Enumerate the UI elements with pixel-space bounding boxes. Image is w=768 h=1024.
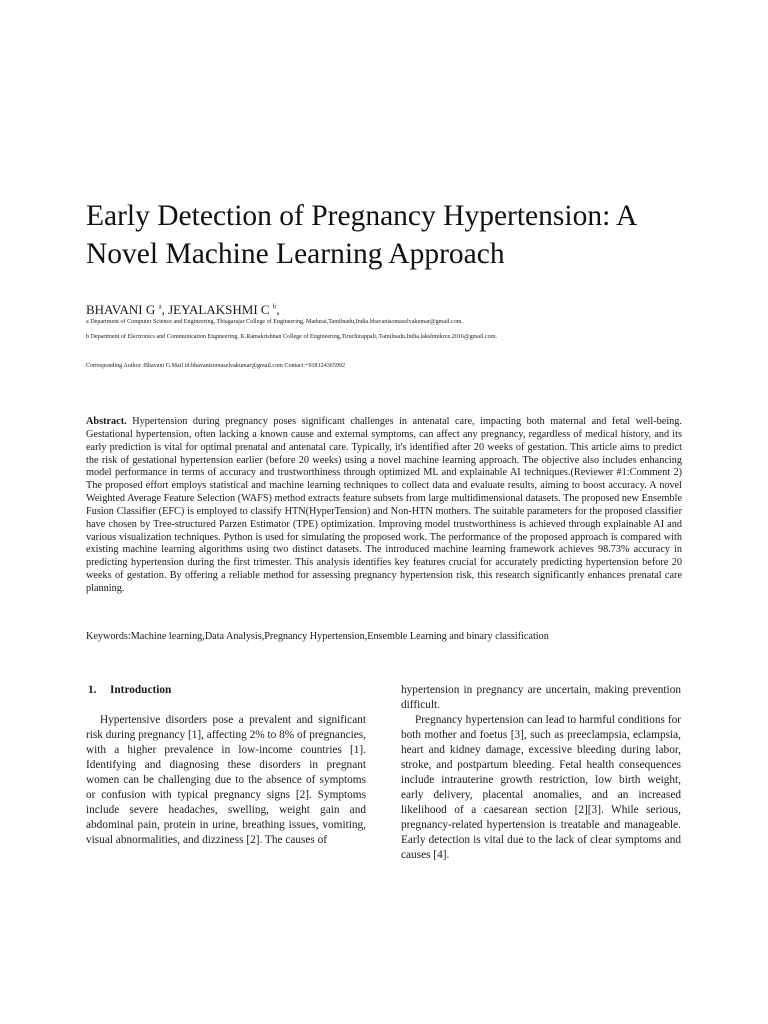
corresponding-author: Corresponding Author :Bhavani G Mail id:bhavanisomaselvakumar@gmail.com Contact:+918124365992 [86,363,346,369]
paper-title: Early Detection of Pregnancy Hypertension: A Novel Machine Learning Approach [86,200,636,270]
abstract-label: Abstract. [86,416,127,427]
author-name: BHAVANI G [86,302,156,317]
abstract [86,416,682,596]
affiliation-marker: a [158,302,162,311]
intro-paragraph-1: Hypertensive disorders pose a prevalent and significant risk during pregnancy [1], affecting 2% to 8% of pregnancies, with a higher prevalence in low-income countries [1]. Identifying and diagnosing these disorders in pregnant women can be challenging due to the absence of symptoms or confusion with typical pregnancy signs [2]. Symptoms include severe headaches, swelling, weight gain and abdominal pain, protein in urine, breathing issues, vomiting, visual abnormalities, and dizziness [2]. The causes of [86,714,366,846]
abstract-text: Hypertension during pregnancy poses significant challenges in antenatal care, impacting both maternal and fetal well-being. Gestational hypertension, often lacking a known cause and external symptoms, can affect any pregnancy, regardless of medical history, and its early prediction is vital for optimal prenatal and antenatal care. Typically, it's identified after 20 weeks of gestation. This article aims to predict the risk of gestational hypertension earlier (before 20 weeks) using a novel machine learning approach. The objective also includes enhancing model performance in terms of accuracy and trustworthiness through optimized ML and explainable AI techniques.(Reviewer #1:Comment 2) The proposed effort employs statistical and machine learning techniques to collect data and evaluate results, aiming to boost accuracy. A novel Weighted Average Feature Selection (WAFS) method extracts feature subsets from large multidimensional datasets. The proposed new Ensemble Fusion Classifier (EFC) is employed to classify HTN(HyperTension) and Non-HTN mothers. The suitable parameters for the proposed classifier have chosen by Tree-structured Parzen Estimator (TPE) optimization. Improving model trustworthiness is achieved through explainable AI and various visualization techniques. Python is used for simulating the proposed work. The performance of the proposed approach is compared with existing machine learning algorithms using two distinct datasets. The introduced machine learning framework achieves 98.73% accuracy in predicting hypertension during the first trimester. This analysis identifies key features crucial for accurately predicting hypertension before 20 weeks of gestation. By offering a reliable method for assessing pregnancy hypertension risk, this research significantly enhances prenatal care planning. [86,416,682,594]
author-name: JEYALAKSHMI C [168,302,270,317]
body-column-left [86,683,366,848]
section-title: Introduction [110,684,172,696]
author-list [86,302,280,318]
body-column-right [401,683,681,863]
section-number: 1. [88,684,97,696]
section-heading [86,683,366,698]
affiliation-b: b Department of Electronics and Communication Engineering, K.Ramakrishnan College of Engineering,Tiruchirappali, Tamilnadu.India.lakshmikrce.2016@gmail.com. [86,334,497,340]
affiliation-a: a Department of Computer Science and Engineering, Thiagarajar College of Engineering, Madurai,Tamilnadu,India.bhavanisomaselvakumar@gmail.com. [86,319,464,325]
affiliation-marker: b [272,302,277,311]
author-separator: , [161,302,169,317]
intro-paragraph-1-continued: hypertension in pregnancy are uncertain, making prevention difficult. [401,684,681,711]
keywords: Keywords:Machine learning,Data Analysis,Pregnancy Hypertension,Ensemble Learning and binary classification [86,631,549,642]
intro-paragraph-2: Pregnancy hypertension can lead to harmful conditions for both mother and foetus [3], such as preeclampsia, eclampsia, heart and kidney damage, excessive bleeding during labor, stroke, and postpartum bleeding. Fetal health consequences include intrauterine growth restriction, low birth weight, early delivery, placental anomalies, and an increased likelihood of a caesarean section [2][3]. While serious, pregnancy-related hypertension is treatable and manageable. Early detection is vital due to the lack of clear symptoms and causes [4]. [401,714,681,861]
author-separator: , [276,302,280,317]
